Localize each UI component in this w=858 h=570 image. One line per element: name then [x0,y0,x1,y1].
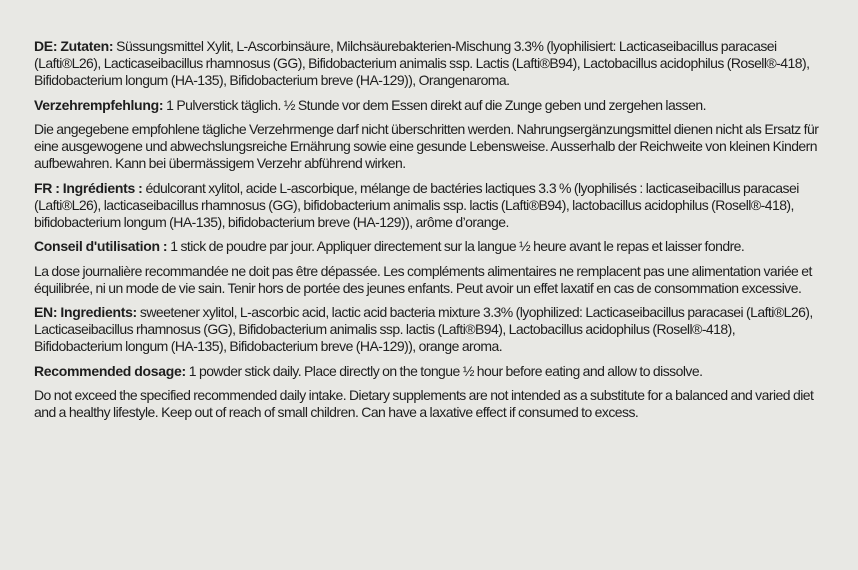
fr-dosage [34,238,822,255]
fr-ingredients [34,180,822,231]
de-warning-text: Die angegebene empfohlene tägliche Verzehrmenge darf nicht überschritten werden. Nahrungsergänzungsmittel dienen nicht als Ersatz für eine ausgewogene und abwechslungsreiche Ernährung sowie eine gesunde Lebensweise. Ausserhalb der Reichweite von kleinen Kindern aufbewahren. Kann bei übermässigem Verzehr abführend wirken. [34,121,819,171]
de-dosage-heading: Verzehrempfehlung: [34,96,164,113]
en-ingredients-heading: EN: Ingredients: [34,304,137,320]
de-ingredients-heading: DE: Zutaten: [34,38,114,54]
fr-ingredients-text: édulcorant xylitol, acide L-ascorbique, mélange de bactéries lactiques 3.3 % (lyophilisés : lacticaseibacillus paracasei (Lafti®L26), lacticaseibacillus rhamnosus (GG), bifidobacterium animalis ssp. lactis (Lafti®B94), lactobacillus acidophilus (Rosell®-418), bifidobacterium longum (HA-135), bifidobacterium breve (HA-129)), arôme d’orange. [34,179,799,230]
en-dosage [34,363,822,380]
en-dosage-heading: Recommended dosage: [34,362,186,379]
en-dosage-text: 1 powder stick daily. Place directly on the tongue ½ hour before eating and allow to dissolve. [188,362,703,379]
fr-warning [34,263,822,297]
de-warning [34,121,822,172]
en-ingredients [34,304,822,355]
en-ingredients-text: sweetener xylitol, L-ascorbic acid, lactic acid bacteria mixture 3.3% (lyophilized: Lacticaseibacillus paracasei (Lafti®L26), Lacticaseibacillus rhamnosus (GG), Bifidobacterium animalis ssp. lactis (Lafti®B94), Lactobacillus acidophilus (Rosell®-418), Bifidobacterium longum (HA-135), Bifidobacterium breve (HA-129)), orange aroma. [34,304,813,354]
fr-ingredients-heading: FR : Ingrédients : [34,179,143,196]
en-warning-text: Do not exceed the specified recommended daily intake. Dietary supplements are not intended as a substitute for a balanced and varied diet and a healthy lifestyle. Keep out of reach of small children. Can have a laxative effect if consumed to excess. [34,387,814,420]
fr-dosage-text: 1 stick de poudre par jour. Appliquer directement sur la langue ½ heure avant le repas et laisser fondre. [170,238,745,254]
fr-dosage-heading: Conseil d'utilisation : [34,238,168,254]
de-dosage-text: 1 Pulverstick täglich. ½ Stunde vor dem Essen direkt auf die Zunge geben und zergehen lassen. [166,96,706,113]
fr-warning-text: La dose journalière recommandée ne doit pas être dépassée. Les compléments alimentaires ne remplacent pas une alimentation variée et équilibrée, ni un mode de vie sain. Tenir hors de portée des jeunes enfants. Peut avoir un effet laxatif en cas de consommation excessive. [34,262,812,296]
en-warning [34,387,822,421]
de-dosage [34,97,822,114]
de-ingredients-text: Süssungsmittel Xylit, L-Ascorbinsäure, Milchsäurebakterien-Mischung 3.3% (lyophilisiert: Lacticaseibacillus paracasei (Lafti®L26), Lacticaseibacillus rhamnosus (GG), Bifidobacterium animalis ssp. Lactis (Lafti®B94), Lactobacillus acidophilus (Rosell®-418), Bifidobacterium longum (HA-135), Bifidobacterium breve (HA-129)), Orangenaroma. [34,38,810,88]
de-ingredients [34,38,822,89]
